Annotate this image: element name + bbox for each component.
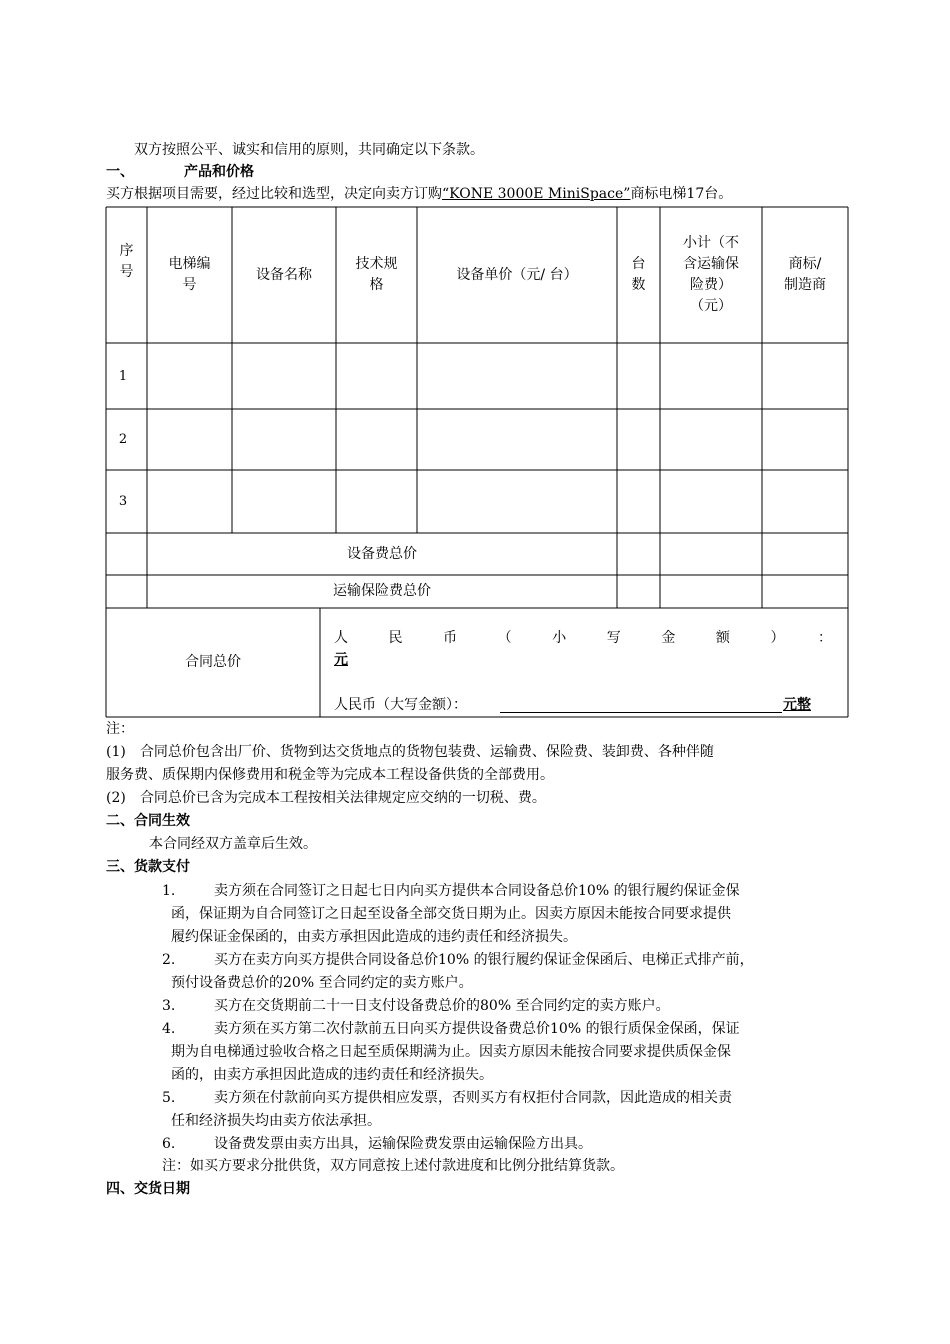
rmb-big-amount-label: 人民币（大写金额）： <box>334 697 467 713</box>
section1-title: 产品和价格 <box>184 164 254 180</box>
header-index: 序 号 <box>119 243 134 280</box>
rmb-big-underline <box>500 712 782 713</box>
row-index-1: 1 <box>118 368 128 384</box>
payment-item-5: 5. 卖方须在付款前向买方提供相应发票，否则买方有权拒付合同款，因此造成的相关责 任和经济损失均由卖方依法承担。 <box>162 1090 732 1129</box>
transport-total-label: 运输保险费总价 <box>333 583 431 599</box>
payment-item-3: 3. 买方在交货期前二十一日支付设备费总价的80% 至合同约定的卖方账户。 <box>162 998 670 1014</box>
section3-heading: 三、货款支付 <box>106 859 190 875</box>
payment-note: 注：如买方要求分批供货，双方同意按上述付款进度和比例分批结算货款。 <box>162 1158 624 1174</box>
section4-heading: 四、交货日期 <box>106 1181 190 1197</box>
header-unit-price: 设备单价（元/ 台） <box>456 266 578 283</box>
purchase-suffix: 商标电梯17台。 <box>630 186 733 202</box>
equipment-total-label: 设备费总价 <box>347 545 417 562</box>
row-index-3: 3 <box>118 494 128 509</box>
payment-item-1: 1. 卖方须在合同签订之日起七日内向买方提供本合同设备总价10% 的银行履约保证金保 函，保证期为自合同签订之日起至设备全部交货日期为止。因卖方原因未能按合同要求提供 履约保证金保函的，由卖方承担因此造成的违约责任和经济损失。 <box>162 883 740 945</box>
payment-item-4: 4. 卖方须在买方第二次付款前五日向买方提供设备费总价10% 的银行质保金保函，保证 期为自电梯通过验收合格之日起至质保期满为止。因卖方原因未能按合同要求提供质保金保 函的，由卖方承担因此造成的违约责任和经济损失。 <box>162 1021 740 1083</box>
purchase-prefix: 买方根据项目需要，经过比较和选型，决定向卖方订购 <box>106 186 442 202</box>
header-equipment-name: 设备名称 <box>256 266 312 283</box>
section2-heading: 二、合同生效 <box>106 813 190 829</box>
rmb-small-unit: 元 <box>334 652 348 668</box>
rmb-small-amount: 人民币（小写金额）： <box>334 630 832 646</box>
payment-item-2: 2. 买方在卖方向买方提供合同设备总价10% 的银行履约保证金保函后、电梯正式排产前， 预付设备费总价的20% 至合同约定的卖方账户。 <box>162 952 754 991</box>
payment-item-6: 6. 设备费发票由卖方出具，运输保险费发票由运输保险方出具。 <box>162 1136 592 1152</box>
header-elevator-number: 电梯编 号 <box>168 256 211 293</box>
header-quantity: 台 数 <box>631 256 646 293</box>
purchase-product: “KONE 3000E MiniSpace” <box>442 186 631 202</box>
notes-label: 注： <box>106 721 134 737</box>
section2-body: 本合同经双方盖章后生效。 <box>149 836 317 852</box>
header-tech-spec: 技术规 格 <box>355 256 398 293</box>
header-brand: 商标/ 制造商 <box>784 256 826 293</box>
contract-total-label: 合同总价 <box>185 654 241 670</box>
note-item-2: (2) 合同总价已含为完成本工程按相关法律规定应交纳的一切税、费。 <box>106 790 546 806</box>
header-subtotal: 小计（不 含运输保 险费） （元） <box>683 235 739 314</box>
rmb-big-unit: 元整 <box>783 697 811 713</box>
note-item-1-line-2: 服务费、质保期内保修费用和税金等为完成本工程设备供货的全部费用。 <box>106 767 554 783</box>
section1-number: 一、 <box>106 164 134 180</box>
intro-text: 双方按照公平、诚实和信用的原则，共同确定以下条款。 <box>134 142 484 158</box>
row-index-2: 2 <box>118 432 128 447</box>
note-item-1-line-1: (1) 合同总价包含出厂价、货物到达交货地点的货物包装费、运输费、保险费、装卸费、各种伴随 <box>106 744 714 760</box>
